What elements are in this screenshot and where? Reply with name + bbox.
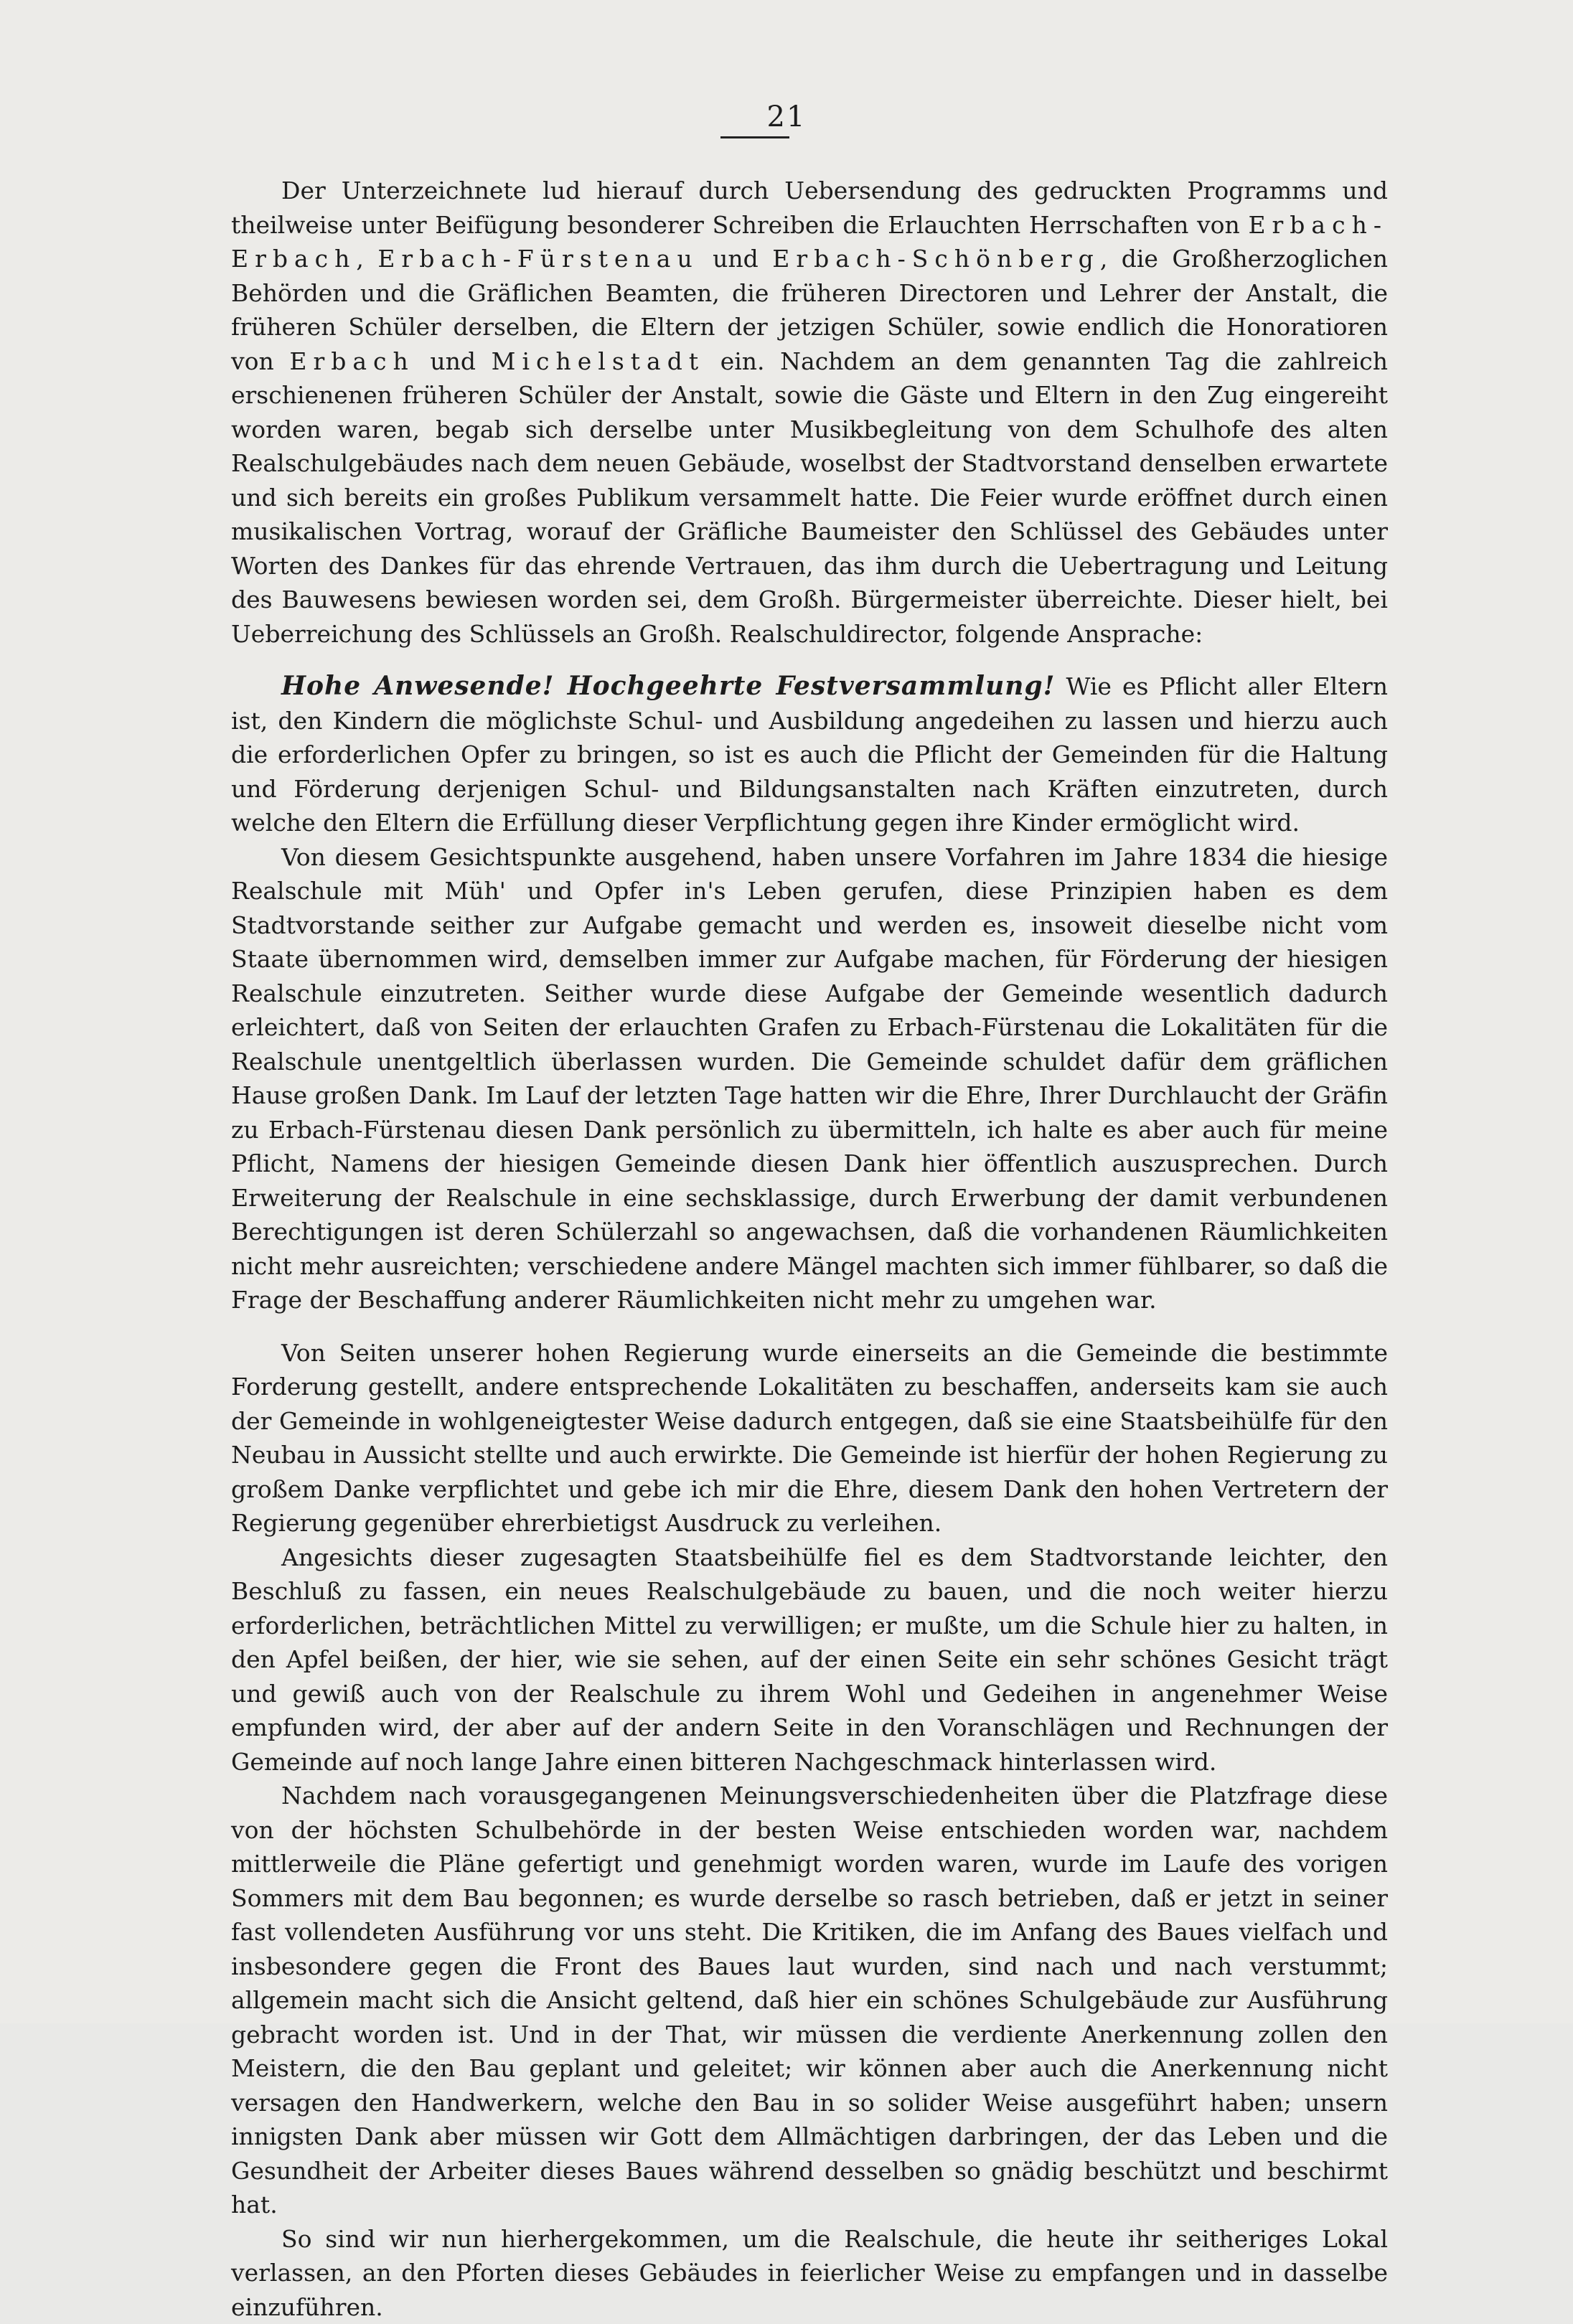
- speech-salutation: Hohe Anwesende! Hochgeehrte Festversammlung!: [281, 671, 1055, 701]
- paragraph-address: [231, 669, 1388, 840]
- paragraph-decision: Angesichts dieser zugesagten Staatsbeihülfe fiel es dem Stadtvorstande leichter, den Beschluß zu fassen, ein neues Realschulgebäude zu bauen, und die noch weiter hierzu erforderlichen, beträchtlichen Mittel zu verwilligen; er mußte, um die Schule hier zu halten, in den Apfel beißen, der hier, wie sie sehen, auf der einen Seite ein sehr schönes Gesicht trägt und gewiß auch von der Realschule zu ihrem Wohl und Gedeihen in angenehmer Weise empfunden wird, der aber auf der andern Seite in den Voranschlägen und Rechnungen der Gemeinde auf noch lange Jahre einen bitteren Nachgeschmack hinterlassen wird.: [231, 1540, 1388, 1779]
- paragraph-history: Von diesem Gesichtspunkte ausgehend, haben unsere Vorfahren im Jahre 1834 die hiesige Realschule mit Müh' und Opfer in's Leben gerufen, diese Prinzipien haben es dem Stadtvorstande seither zur Aufgabe gemacht und werden es, insoweit dieselbe nicht vom Staate übernommen wird, demselben immer zur Aufgabe machen, für Förderung der hiesigen Realschule einzutreten. Seither wurde diese Aufgabe der Gemeinde wesentlich dadurch erleichtert, daß von Seiten der erlauchten Grafen zu Erbach-Fürstenau die Lokalitäten für die Realschule unentgeltlich überlassen wurden. Die Gemeinde schuldet dafür dem gräflichen Hause großen Dank. Im Lauf der letzten Tage hatten wir die Ehre, Ihrer Durchlaucht der Gräfin zu Erbach-Fürstenau diesen Dank persönlich zu übermitteln, ich halte es aber auch für meine Pflicht, Namens der hiesigen Gemeinde diesen Dank hier öffentlich auszusprechen. Durch Erweiterung der Realschule in eine sechsklassige, durch Erwerbung der damit verbundenen Berechtigungen ist deren Schülerzahl so angewachsen, daß die vorhandenen Räumlichkeiten nicht mehr ausreichten; verschiedene andere Mängel machten sich immer fühlbarer, so daß die Frage der Beschaffung anderer Räumlichkeiten nicht mehr zu umgehen war.: [231, 840, 1388, 1317]
- text-run: ,: [356, 245, 377, 273]
- body-text: [231, 174, 1388, 2324]
- place-name: Michelstadt: [492, 347, 705, 375]
- place-name: Erbach-Erbach: [231, 211, 1388, 273]
- place-name: Erbach-Fürstenau: [377, 245, 698, 273]
- text-run: , die Großherzoglichen Behörden und die Gräflichen Beamten, die früheren Directoren und Lehrer der Anstalt, die früheren Schüler derselben, die Eltern der jetzigen Schüler, sowie endlich die Honoratioren von: [231, 245, 1388, 375]
- paragraph-government: Von Seiten unserer hohen Regierung wurde einerseits an die Gemeinde die bestimmte Forderung gestellt, andere entsprechende Lokalitäten zu beschaffen, anderseits kam sie auch der Gemeinde in wohlgeneigtester Weise dadurch entgegen, daß sie eine Staatsbeihülfe für den Neubau in Aussicht stellte und auch erwirkte. Die Gemeinde ist hierfür der hohen Regierung zu großem Danke verpflichtet und gebe ich mir die Ehre, diesem Dank den hohen Vertretern der Regierung gegenüber ehrerbietigst Ausdruck zu verleihen.: [231, 1336, 1388, 1540]
- page-number: 21: [0, 100, 1573, 133]
- paragraph-invitation: [231, 174, 1388, 651]
- place-name: Erbach-Schönberg: [772, 245, 1100, 273]
- text-run: und: [699, 245, 773, 273]
- text-run: Der Unterzeichnete lud hierauf durch Uebersendung des gedruckten Programms und theilweise unter Beifügung besonderer Schreiben die Erlauchten Herrschaften von: [231, 177, 1388, 239]
- text-run: ein. Nachdem an dem genannten Tag die zahlreich erschienenen früheren Schüler der Anstalt, sowie die Gäste und Eltern in den Zug eingereiht worden waren, begab sich derselbe unter Musikbegleitung von dem Schulhofe des alten Realschulgebäudes nach dem neuen Gebäude, woselbst der Stadtvorstand denselben erwartete und sich bereits ein großes Publikum versammelt hatte. Die Feier wurde eröffnet durch einen musikalischen Vortrag, worauf der Gräfliche Baumeister den Schlüssel des Gebäudes unter Worten des Dankes für das ehrende Vertrauen, das ihm durch die Uebertragung und Leitung des Bauwesens bewiesen worden sei, dem Großh. Bürgermeister überreichte. Dieser hielt, bei Ueberreichung des Schlüssels an Großh. Realschuldirector, folgende Ansprache:: [231, 347, 1388, 648]
- paragraph-closing: So sind wir nun hierhergekommen, um die Realschule, die heute ihr seitheriges Lokal verlassen, an den Pforten dieses Gebäudes in feierlicher Weise zu empfangen und in dasselbe einzuführen.: [231, 2222, 1388, 2324]
- paragraph-construction: Nachdem nach vorausgegangenen Meinungsverschiedenheiten über die Platzfrage diese von der höchsten Schulbehörde in der besten Weise entschieden worden war, nachdem mittlerweile die Pläne gefertigt und genehmigt worden waren, wurde im Laufe des vorigen Sommers mit dem Bau begonnen; es wurde derselbe so rasch betrieben, daß er jetzt in seiner fast vollendeten Ausführung vor uns steht. Die Kritiken, die im Anfang des Baues vielfach und insbesondere gegen die Front des Baues laut wurden, sind nach und nach verstummt; allgemein macht sich die Ansicht geltend, daß hier ein schönes Schulgebäude zur Ausführung gebracht worden ist. Und in der That, wir müssen die verdiente Anerkennung zollen den Meistern, die den Bau geplant und geleitet; wir können aber auch die Anerkennung nicht versagen den Handwerkern, welche den Bau in so solider Weise ausgeführt haben; unsern innigsten Dank aber müssen wir Gott dem Allmächtigen darbringen, der das Leben und die Gesundheit der Arbeiter dieses Baues während desselben so gnädig beschützt und beschirmt hat.: [231, 1779, 1388, 2222]
- page-number-rule: [720, 136, 789, 138]
- text-run: und: [415, 347, 492, 375]
- place-name: Erbach: [289, 347, 414, 375]
- text-run: Wie es Pflicht aller Eltern ist, den Kindern die möglichste Schul- und Ausbildung angedeihen zu lassen und hierzu auch die erforderlichen Opfer zu bringen, so ist es auch die Pflicht der Gemeinden für die Haltung und Förderung derjenigen Schul- und Bildungsanstalten nach Kräften einzutreten, durch welche den Eltern die Erfüllung dieser Verpflichtung gegen ihre Kinder ermöglicht wird.: [231, 672, 1388, 837]
